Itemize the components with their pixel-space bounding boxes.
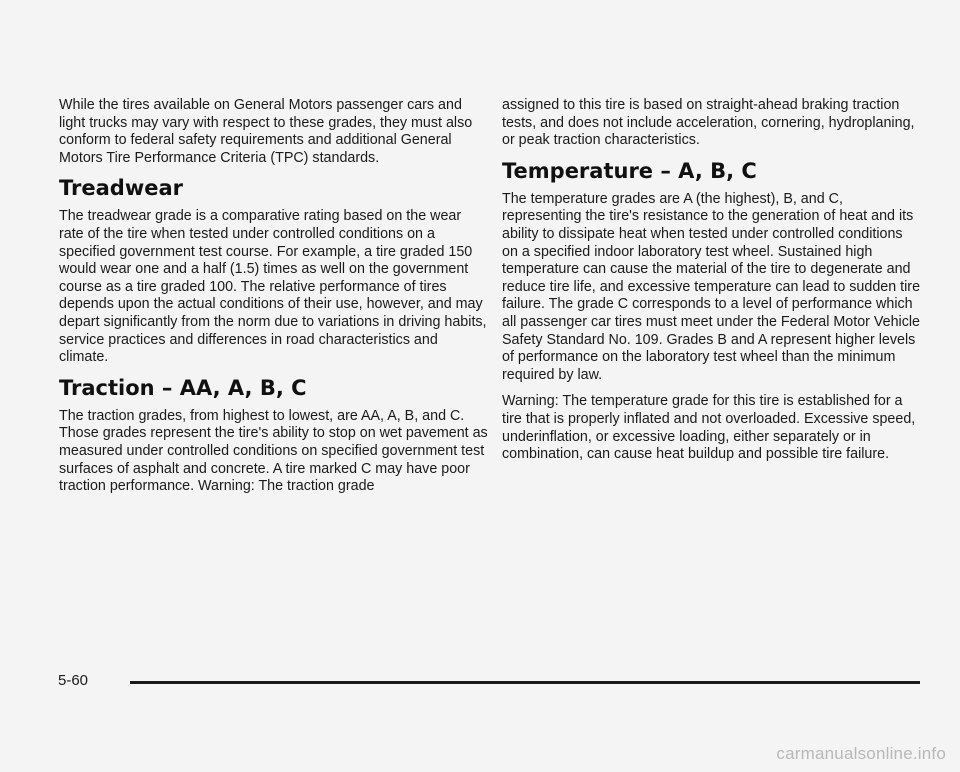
watermark[interactable]: carmanualsonline.info [776, 744, 946, 763]
temperature-heading: Temperature – A, B, C [502, 158, 757, 183]
traction-paragraph: The traction grades, from highest to lowest, are AA, A, B, and C. Those grades represent the tire's ability to stop on wet pavement as measured under controlled conditions on specified government test surfaces of asphalt and concrete. A tire marked C may have poor traction performance. Warning: The traction grade [59, 407, 488, 495]
treadwear-paragraph: The treadwear grade is a comparative rating based on the wear rate of the tire when tested under controlled conditions on a specified government test course. For example, a tire graded 150 would wear one and a half (1.5) times as well on the government course as a tire graded 100. The relative performance of tires depends upon the actual conditions of their use, however, and may depart significantly from the norm due to variations in driving habits, service practices and differences in road characteristics and climate. [59, 208, 487, 366]
traction-continued-paragraph: assigned to this tire is based on straight-ahead braking traction tests, and does not include acceleration, cornering, hydroplaning, or peak traction characteristics. [502, 97, 915, 149]
temperature-paragraph: The temperature grades are A (the highest), B, and C, representing the tire's resistance to the generation of heat and its ability to dissipate heat when tested under controlled conditions on a specified indoor laboratory test wheel. Sustained high temperature can cause the material of the tire to degenerate and reduce tire life, and excessive temperature can lead to sudden tire failure. The grade C corresponds to a level of performance which all passenger car tires must meet under the Federal Motor Vehicle Safety Standard No. 109. Grades B and A represent higher levels of performance on the laboratory test wheel than the minimum required by law. [502, 190, 921, 383]
right-column [502, 97, 922, 473]
temperature-warning-paragraph: Warning: The temperature grade for this tire is established for a tire that is properly inflated and not overloaded. Excessive speed, underinflation, or excessive loading, either separately or in combination, can cause heat buildup and possible tire failure. [502, 393, 916, 463]
footer-rule [130, 681, 920, 684]
left-column [59, 97, 489, 505]
page-number: 5-60 [58, 672, 89, 689]
treadwear-heading: Treadwear [59, 176, 183, 201]
intro-paragraph: While the tires available on General Motors passenger cars and light trucks may vary with respect to these grades, they must also conform to federal safety requirements and additional General Motors Tire Performance Criteria (TPC) standards. [59, 97, 473, 166]
traction-heading: Traction – AA, A, B, C [59, 375, 307, 400]
